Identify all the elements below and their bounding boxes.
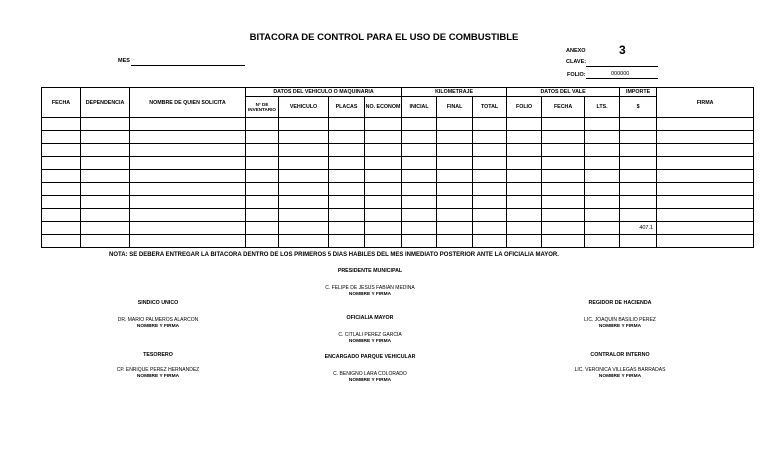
table-cell[interactable] — [507, 235, 542, 248]
table-cell[interactable] — [246, 196, 279, 209]
table-cell[interactable] — [402, 131, 437, 144]
signature-regidor-name — [550, 317, 690, 329]
folio-label: FOLIO: — [567, 72, 586, 78]
clave-label: CLAVE: — [566, 59, 587, 65]
table-cell[interactable] — [507, 209, 542, 222]
table-cell[interactable] — [620, 144, 657, 157]
signature-role: ENCARGADO PARQUE VEHICULAR — [324, 354, 416, 360]
table-cell[interactable] — [246, 144, 279, 157]
table-cell[interactable] — [279, 183, 329, 196]
table-cell[interactable] — [329, 183, 365, 196]
table-cell[interactable] — [365, 235, 402, 248]
table-cell[interactable] — [42, 209, 81, 222]
table-cell[interactable] — [620, 196, 657, 209]
table-cell[interactable] — [620, 170, 657, 183]
table-cell[interactable] — [246, 183, 279, 196]
table-cell[interactable] — [246, 222, 279, 235]
table-cell[interactable] — [365, 209, 402, 222]
mes-label: MES — [118, 58, 130, 64]
table-cell[interactable] — [365, 170, 402, 183]
table-cell[interactable] — [130, 235, 246, 248]
table-cell[interactable] — [402, 118, 437, 131]
group-kilometraje: KILOMETRAJE — [402, 88, 507, 97]
table-cell[interactable] — [365, 118, 402, 131]
table-cell[interactable] — [473, 131, 507, 144]
table-cell[interactable] — [130, 196, 246, 209]
col-importe-sign: $ — [620, 97, 657, 118]
table-cell[interactable] — [42, 170, 81, 183]
signature-role: REGIDOR DE HACIENDA — [588, 300, 652, 306]
table-cell[interactable] — [329, 118, 365, 131]
table-cell[interactable] — [81, 157, 130, 170]
table-cell[interactable] — [329, 131, 365, 144]
table-cell[interactable] — [42, 183, 81, 196]
table-row — [42, 131, 754, 144]
table-row — [42, 209, 754, 222]
table-row — [42, 183, 754, 196]
signature-nf: NOMBRE Y FIRMA — [136, 374, 180, 379]
col-inicial: INICIAL — [402, 97, 437, 118]
table-cell[interactable] — [657, 222, 754, 235]
table-cell[interactable] — [279, 118, 329, 131]
table-row — [42, 118, 754, 131]
table-cell[interactable] — [279, 235, 329, 248]
signature-name: LIC. JOAQUIN BASILIO PEREZ — [584, 317, 656, 323]
table-cell[interactable] — [402, 157, 437, 170]
table-cell[interactable] — [365, 183, 402, 196]
table-cell[interactable] — [542, 222, 585, 235]
table-cell[interactable] — [507, 183, 542, 196]
table-cell[interactable] — [81, 170, 130, 183]
group-importe: IMPORTE — [620, 88, 657, 97]
table-cell[interactable] — [657, 170, 754, 183]
table-cell[interactable] — [507, 144, 542, 157]
folio-field[interactable] — [586, 78, 658, 79]
table-cell[interactable] — [620, 209, 657, 222]
table-cell[interactable] — [279, 209, 329, 222]
signature-tesorero — [88, 352, 228, 358]
table-cell[interactable] — [81, 131, 130, 144]
table-cell[interactable] — [657, 235, 754, 248]
table-cell[interactable] — [279, 170, 329, 183]
table-cell[interactable] — [473, 157, 507, 170]
table-cell[interactable] — [279, 131, 329, 144]
table-cell[interactable] — [542, 144, 585, 157]
table-cell[interactable] — [81, 222, 130, 235]
signature-presidente — [300, 268, 440, 274]
table-cell[interactable] — [279, 157, 329, 170]
table-cell[interactable] — [542, 183, 585, 196]
col-dependencia: DEPENDENCIA — [81, 88, 130, 118]
table-cell[interactable] — [329, 235, 365, 248]
col-nombre: NOMBRE DE QUIEN SOLICITA — [130, 88, 246, 118]
table-cell[interactable] — [130, 118, 246, 131]
table-row — [42, 144, 754, 157]
table-cell[interactable] — [542, 235, 585, 248]
table-cell[interactable] — [437, 196, 473, 209]
table-cell[interactable] — [365, 131, 402, 144]
table-cell[interactable] — [81, 209, 130, 222]
table-cell[interactable] — [402, 170, 437, 183]
table-cell[interactable] — [542, 118, 585, 131]
table-cell[interactable] — [246, 235, 279, 248]
table-cell[interactable] — [473, 222, 507, 235]
signature-role: PRESIDENTE MUNICIPAL — [337, 268, 403, 274]
col-total: TOTAL — [473, 97, 507, 118]
table-cell[interactable] — [437, 235, 473, 248]
table-cell[interactable] — [437, 131, 473, 144]
signature-name: C. BENIGNO LARA COLORADO — [333, 371, 407, 377]
table-cell[interactable] — [507, 222, 542, 235]
table-cell[interactable] — [473, 196, 507, 209]
signature-role: SINDICO UNICO — [137, 300, 179, 306]
table-cell[interactable] — [585, 235, 620, 248]
table-row — [42, 235, 754, 248]
signature-encargado — [300, 354, 440, 360]
signature-nf: NOMBRE Y FIRMA — [348, 339, 392, 344]
fuel-log-table — [41, 87, 754, 248]
group-vale: DATOS DEL VALE — [507, 88, 620, 97]
col-lts: LTS. — [585, 97, 620, 118]
table-cell[interactable] — [130, 222, 246, 235]
table-cell[interactable] — [507, 170, 542, 183]
table-cell[interactable] — [42, 222, 81, 235]
table-cell[interactable] — [657, 157, 754, 170]
table-cell[interactable] — [81, 235, 130, 248]
signature-role: TESORERO — [143, 352, 173, 358]
table-cell[interactable] — [42, 131, 81, 144]
mes-field[interactable] — [131, 65, 245, 66]
table-cell[interactable] — [329, 209, 365, 222]
col-final: FINAL — [437, 97, 473, 118]
signature-sindico — [88, 300, 228, 306]
signature-role: OFICIALIA MAYOR — [346, 315, 394, 321]
table-cell[interactable] — [585, 118, 620, 131]
table-row — [42, 170, 754, 183]
table-cell[interactable] — [365, 222, 402, 235]
signature-nf: NOMBRE Y FIRMA — [598, 324, 642, 329]
table-cell[interactable] — [329, 144, 365, 157]
table-cell[interactable] — [437, 170, 473, 183]
table-cell[interactable] — [620, 118, 657, 131]
table-cell[interactable] — [620, 157, 657, 170]
table-cell[interactable] — [657, 196, 754, 209]
table-cell[interactable] — [246, 170, 279, 183]
signature-nf: NOMBRE Y FIRMA — [348, 292, 392, 297]
table-cell[interactable] — [542, 131, 585, 144]
table-cell[interactable] — [329, 222, 365, 235]
table-row — [42, 157, 754, 170]
table-cell[interactable] — [585, 131, 620, 144]
col-vehiculo: VEHICULO — [279, 97, 329, 118]
table-cell[interactable] — [473, 170, 507, 183]
col-folio: FOLIO — [507, 97, 542, 118]
signature-name: C. CITLALI PEREZ GARCIA — [338, 332, 402, 338]
table-cell[interactable] — [246, 118, 279, 131]
table-cell[interactable] — [473, 144, 507, 157]
table-cell[interactable] — [473, 118, 507, 131]
table-cell[interactable] — [402, 196, 437, 209]
table-cell[interactable] — [473, 183, 507, 196]
table-cell[interactable] — [81, 144, 130, 157]
table-cell[interactable] — [329, 170, 365, 183]
table-cell[interactable] — [42, 157, 81, 170]
folio-value: 000000 — [611, 71, 630, 77]
table-cell[interactable] — [279, 222, 329, 235]
table-cell[interactable] — [437, 157, 473, 170]
table-cell[interactable] — [402, 144, 437, 157]
table-cell[interactable] — [657, 118, 754, 131]
table-cell[interactable] — [507, 131, 542, 144]
table-cell[interactable] — [585, 196, 620, 209]
signature-nf: NOMBRE Y FIRMA — [136, 324, 180, 329]
table-cell[interactable] — [507, 196, 542, 209]
table-cell[interactable] — [42, 235, 81, 248]
table-cell[interactable] — [42, 196, 81, 209]
table-cell[interactable] — [542, 170, 585, 183]
table-cell[interactable] — [402, 183, 437, 196]
table-cell[interactable] — [130, 157, 246, 170]
signature-sindico-name — [88, 317, 228, 329]
table-cell[interactable] — [402, 222, 437, 235]
signature-nf: NOMBRE Y FIRMA — [598, 374, 642, 379]
table-cell[interactable] — [81, 183, 130, 196]
col-no-econom: NO. ECONOM — [365, 97, 402, 118]
table-cell[interactable] — [81, 196, 130, 209]
table-cell[interactable] — [365, 144, 402, 157]
signature-role: CONTRALOR INTERNO — [590, 352, 650, 358]
signature-name: C. FELIPE DE JESUS FABIAN MEDINA — [325, 285, 415, 291]
table-cell[interactable] — [657, 144, 754, 157]
table-cell[interactable] — [473, 235, 507, 248]
col-fecha-vale: FECHA — [542, 97, 585, 118]
table-cell[interactable] — [130, 183, 246, 196]
signature-name: LIC. VERONICA VILLEGAS BARRADAS — [574, 367, 666, 373]
table-cell[interactable] — [42, 118, 81, 131]
table-cell[interactable] — [585, 222, 620, 235]
signature-contralor-name — [550, 367, 690, 379]
table-cell[interactable] — [657, 183, 754, 196]
table-cell[interactable] — [585, 170, 620, 183]
table-cell[interactable] — [585, 183, 620, 196]
table-cell[interactable] — [542, 209, 585, 222]
group-vehiculo: DATOS DEL VEHICULO O MAQUINARIA — [246, 88, 402, 97]
table-cell[interactable] — [81, 118, 130, 131]
table-cell[interactable] — [620, 235, 657, 248]
table-cell[interactable] — [279, 196, 329, 209]
table-cell[interactable] — [585, 209, 620, 222]
signature-oficialia-name — [300, 332, 440, 344]
clave-field[interactable] — [586, 66, 658, 67]
table-cell[interactable] — [402, 209, 437, 222]
signature-presidente-name — [300, 285, 440, 297]
signature-nf: NOMBRE Y FIRMA — [348, 378, 392, 383]
table-cell[interactable] — [620, 183, 657, 196]
table-cell[interactable] — [402, 235, 437, 248]
table-cell[interactable] — [329, 157, 365, 170]
table-cell[interactable] — [437, 144, 473, 157]
table-cell[interactable] — [542, 196, 585, 209]
col-placas: PLACAS — [329, 97, 365, 118]
table-cell[interactable] — [437, 118, 473, 131]
table-cell[interactable] — [365, 157, 402, 170]
signature-name: CP. ENRIQUE PEREZ HERNANDEZ — [116, 367, 200, 373]
anexo-value: 3 — [619, 43, 626, 57]
table-row — [42, 222, 754, 235]
signature-contralor — [550, 352, 690, 358]
table-cell[interactable] — [130, 170, 246, 183]
table-body — [42, 118, 754, 248]
table-row — [42, 196, 754, 209]
table-cell[interactable] — [437, 209, 473, 222]
signature-regidor — [550, 300, 690, 306]
table-cell[interactable] — [246, 157, 279, 170]
table-cell[interactable] — [620, 131, 657, 144]
table-cell[interactable] — [585, 157, 620, 170]
col-fecha: FECHA — [42, 88, 81, 118]
table-cell[interactable] — [507, 118, 542, 131]
table-cell[interactable] — [657, 131, 754, 144]
table-cell[interactable] — [329, 196, 365, 209]
signature-name: DR. MARIO PALMEROS ALARCON — [117, 317, 199, 323]
document-title: BITACORA DE CONTROL PARA EL USO DE COMBUSTIBLE — [249, 32, 519, 43]
table-cell[interactable] — [130, 144, 246, 157]
signature-encargado-name — [300, 371, 440, 383]
table-cell[interactable] — [279, 144, 329, 157]
table-cell[interactable] — [246, 209, 279, 222]
table-cell[interactable] — [130, 209, 246, 222]
table-cell[interactable] — [585, 144, 620, 157]
table-cell[interactable] — [657, 209, 754, 222]
table-cell[interactable] — [246, 131, 279, 144]
table-cell[interactable] — [542, 157, 585, 170]
col-firma: FIRMA — [657, 88, 754, 118]
table-cell[interactable] — [130, 131, 246, 144]
signature-tesorero-name — [88, 367, 228, 379]
signature-oficialia — [300, 315, 440, 321]
table-cell[interactable] — [42, 144, 81, 157]
anexo-label: ANEXO — [566, 48, 586, 54]
importe-total-cell: 407.1 — [620, 222, 657, 235]
col-inventario: N° DE INVENTARIO — [246, 97, 279, 118]
table-cell[interactable] — [473, 209, 507, 222]
nota-text: NOTA: SE DEBERA ENTREGAR LA BITACORA DENTRO DE LOS PRIMEROS 5 DIAS HABILES DEL MES INMEDIATO POSTERIOR ANTE LA OFICIALIA MAYOR. — [109, 252, 559, 258]
table-cell[interactable] — [437, 183, 473, 196]
table-cell[interactable] — [437, 222, 473, 235]
table-cell[interactable] — [365, 196, 402, 209]
table-cell[interactable] — [507, 157, 542, 170]
